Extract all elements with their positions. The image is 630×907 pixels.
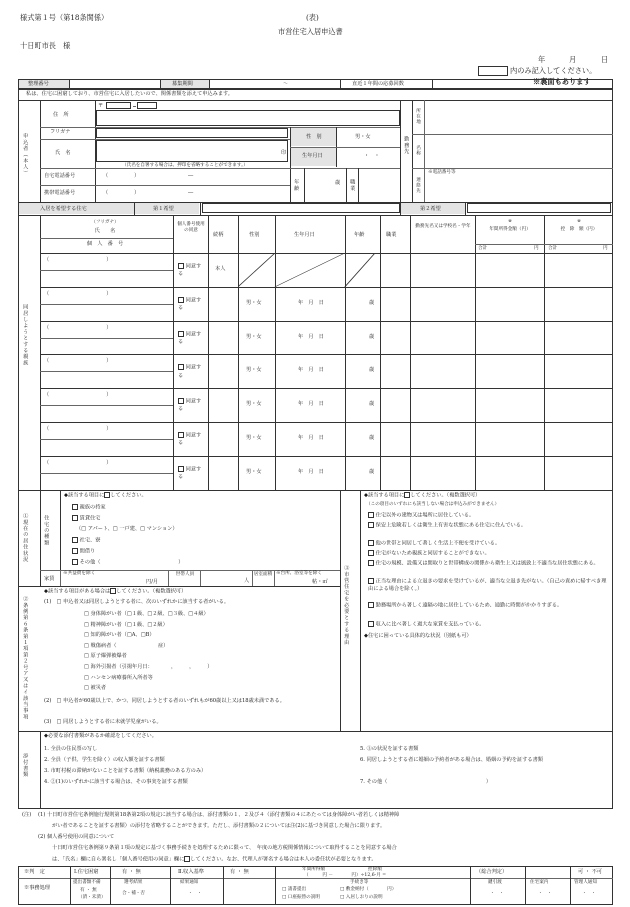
- form-number: 様式第１号（第18条関係）: [20, 13, 109, 22]
- furigana-input[interactable]: [96, 128, 288, 138]
- col-name: 氏 名: [94, 228, 116, 234]
- col-income: 年間所得金額（円）: [489, 227, 531, 232]
- house-opt-2[interactable]: 賃貸住宅: [72, 515, 100, 522]
- applicant-section-label: 申込者（本人）: [22, 133, 29, 177]
- name-note: （氏名を自署する場合は、押印を省略することができます。）: [122, 163, 248, 168]
- family-row-7-consent[interactable]: 同意する: [178, 466, 202, 481]
- sex-label: 性 別: [306, 134, 322, 140]
- family-row-3-consent[interactable]: 同意する: [178, 331, 202, 345]
- doc-1[interactable]: 1. 全員の住民票の写し: [44, 746, 98, 752]
- age-unit: 歳: [335, 180, 341, 186]
- postal-mark: 〒: [98, 103, 104, 109]
- house-opt-6[interactable]: その他（ ）: [72, 559, 183, 566]
- office-guide-val[interactable]: ・ ・: [538, 891, 552, 896]
- col-deduct: 控 除 額（円）: [560, 227, 598, 232]
- house-opt-5[interactable]: 間借り: [72, 548, 95, 555]
- work-name-label: 名称: [415, 145, 421, 157]
- income-total-yen: 円: [534, 246, 539, 251]
- reason-2[interactable]: 保安上危険若しくは衛生上有害な状態にある住宅に住んでいる。: [368, 522, 610, 530]
- reason-5[interactable]: 住宅の規模、設備又は間取りと世帯構成の関係から衛生上又は風致上不適当な居住状態にある。: [368, 560, 610, 568]
- family-row-2-age: 歳: [369, 299, 375, 306]
- form-side: (表): [306, 13, 319, 22]
- family-row-4-age: 歳: [369, 367, 375, 374]
- family-row-2-sex[interactable]: 男・女: [246, 299, 262, 306]
- office-housing: Ⅰ.住宅困窮: [74, 869, 99, 875]
- room-label: 居室面積: [253, 572, 273, 577]
- family-row-1-furigana[interactable]: （ ）: [44, 257, 112, 263]
- room-unit: 帖・㎡: [312, 579, 328, 585]
- office-total-judge: （総合判定）: [476, 869, 508, 875]
- job-label: 職業: [349, 178, 356, 192]
- office-proc-label: 手続き等: [350, 880, 369, 885]
- doc-2[interactable]: 2. 全員（子供、学生を除く）の収入額を証する書類: [44, 757, 165, 763]
- family-row-3-age: 歳: [369, 333, 375, 340]
- family-row-3-furigana[interactable]: （ ）: [44, 324, 112, 331]
- col-id: 個 人 番 号: [86, 241, 124, 247]
- cond-instruct: ◆該当する項目がある場合は してください。（複数選択可）: [44, 588, 187, 595]
- home-tel-dash: ―: [188, 173, 194, 179]
- reason-4[interactable]: 住宅がないため親族と同居することができない。: [368, 550, 610, 558]
- col-age: 年齢: [354, 232, 365, 238]
- reason-7[interactable]: 勤務場所から著しく遠隔の地に居住しているため、通勤に時間がかかりすぎる。: [368, 602, 610, 610]
- mobile-label: 携帯電話番号: [44, 190, 76, 196]
- home-tel-label: 自宅電話番号: [44, 173, 76, 179]
- family-row-3-birth[interactable]: 年 月 日: [298, 333, 324, 340]
- family-row-2-furigana[interactable]: （ ）: [44, 290, 112, 297]
- seal-mark: 印: [281, 150, 287, 156]
- note-2: (2) 個人番号使用の同意について: [38, 834, 115, 840]
- postal-code-1[interactable]: [106, 102, 131, 109]
- rent-note: ※共益費を除く: [63, 571, 96, 576]
- family-row-6-consent[interactable]: 同意する: [178, 432, 202, 447]
- family-row-7-birth[interactable]: 年 月 日: [298, 468, 324, 475]
- wish-first-label: 第１希望: [153, 206, 174, 212]
- family-row-2-consent[interactable]: 同意する: [178, 297, 202, 312]
- furigana-label: フリガナ: [50, 129, 71, 135]
- name-input[interactable]: [96, 140, 288, 162]
- family-row-7-age: 歳: [369, 468, 375, 475]
- wish-second-input[interactable]: [467, 203, 611, 213]
- rent-unit: 円/月: [146, 579, 159, 585]
- office-guide: 住宅案内: [530, 880, 549, 885]
- office-p4[interactable]: □ 入居しおりの説明: [340, 895, 383, 900]
- reason-8[interactable]: 収入に比べ著しく過大な家賃を支払っている。: [368, 621, 610, 629]
- family-row-4-birth[interactable]: 年 月 日: [298, 367, 324, 374]
- deduct-total-yen: 円: [603, 246, 608, 251]
- date-day: 日: [601, 55, 609, 64]
- work-tel-label: 連絡先: [415, 176, 421, 194]
- house-opt-3[interactable]: （□ アパート、□ 一戸建、□ マンション）: [76, 526, 178, 532]
- cond-item-3[interactable]: (3) □ 同居しようとする者に未就学児童がいる。: [44, 719, 162, 725]
- office-lottery: 選考結果: [124, 880, 143, 885]
- page-title: 市営住宅入居申込書: [278, 27, 343, 36]
- office-income-val[interactable]: 有 ・ 無: [230, 869, 249, 875]
- office-admin-val[interactable]: ・ ・: [582, 891, 596, 896]
- doc-6[interactable]: 6. 同居しようとする者に婚姻の予約者がある場合は、婚姻の予約を証する書類: [360, 757, 543, 763]
- note-2b: 十日町市営住宅条例第９条第１項の規定に基づく事務手続きを処理するために限って、 年度の地方税関係情報について取得することを同意する場合: [52, 845, 397, 851]
- office-deduct: 控除額: [368, 867, 382, 872]
- office-ok[interactable]: 可 ・ 不可: [578, 869, 603, 875]
- docs-instruct: ◆必要な添付書類があるか確認をしてください。: [44, 733, 157, 739]
- period-label: 募集期間: [172, 81, 193, 87]
- col-relation: 続柄: [213, 232, 224, 238]
- doc-4[interactable]: 4. ②(1)のいずれかに該当する場合は、その事実を証する書類: [44, 779, 188, 785]
- wish-second-label: 第２希望: [420, 206, 441, 212]
- house-opt-1[interactable]: 親族の持家: [72, 504, 106, 511]
- office-p3[interactable]: □ 口座振替の説明: [282, 895, 320, 900]
- family-row-1-consent[interactable]: 同意する: [178, 263, 202, 278]
- office-submit-sub: （済・未済）: [78, 895, 106, 900]
- office-lottery-val[interactable]: 合・補・否: [122, 891, 145, 896]
- wish-first-input[interactable]: [202, 203, 400, 213]
- office-judge: ※判 定: [24, 869, 45, 875]
- wish-label: 入居を希望する住宅: [40, 206, 87, 212]
- cond-item-2[interactable]: (2) □ 申込者が60歳以上で、かつ、同居しようとする者のいずれもが60歳以上又は18歳未満である。: [44, 698, 285, 704]
- col-birth: 生年月日: [294, 232, 315, 238]
- col-school: 勤務先名又は学校名・学年: [415, 224, 471, 229]
- cond-detail-6[interactable]: □ 海外引揚者（引揚年月日： ， ， ）: [84, 664, 213, 670]
- reason-3[interactable]: 他の世帯と同居して著しく生活上不便を受けている。: [368, 540, 610, 548]
- reason-note: （この項目のいずれにも該当しない場合は申込みができません）: [366, 502, 500, 507]
- room-note: ※台所、浴室等を除く: [276, 571, 322, 576]
- office-p2[interactable]: □ 敷金納付（ 円）: [340, 887, 397, 892]
- family-row-1-relation: 本人: [215, 266, 226, 272]
- fill-note: 内のみ記入してください。: [510, 66, 597, 75]
- family-row-4-furigana[interactable]: （ ）: [44, 358, 112, 365]
- family-row-6-furigana[interactable]: （ ）: [44, 426, 112, 432]
- registration-row: [18, 79, 613, 89]
- col-deduct-kome: ※: [577, 219, 581, 224]
- note-1: (1) 十日町市営住宅条例施行規則第18条第2項の規定に該当する場合は、添付書類の１、２及び４（添付書類の４にあたっては身体障がい者若しくは精神障: [38, 812, 400, 818]
- reason-1[interactable]: 住宅以外の建物又は場所に居住している。: [368, 512, 610, 520]
- household-label: 世帯人員: [175, 572, 195, 577]
- office-submit-val[interactable]: 有 ・ 無: [80, 888, 97, 893]
- rent-label: 家賃: [44, 576, 55, 582]
- work-label: 勤務先: [403, 135, 410, 155]
- family-row-4-consent[interactable]: 同意する: [178, 364, 202, 379]
- work-tel-note: ※電話番号等: [428, 170, 456, 175]
- office-notify: 結果通知: [180, 880, 199, 885]
- intro-text: 私は、住宅に困窮しており、市営住宅に入居したいので、関係書類を添えて申込みます。: [26, 91, 233, 97]
- cond-detail-8[interactable]: □ 被災者: [84, 685, 107, 692]
- cond-section-label: ②条例第６条第１項第２号ア又はイ該当事項: [22, 596, 29, 720]
- doc-3[interactable]: 3. 市町村税の滞納がないことを証する書類（納税義務のある方のみ）: [44, 768, 207, 774]
- address-label: 住 所: [53, 112, 69, 118]
- postal-code-2[interactable]: [137, 102, 157, 109]
- recent-label: 直近１年間の応募回数: [352, 81, 404, 87]
- family-row-7-sex[interactable]: 男・女: [246, 468, 262, 475]
- name-label: 氏 名: [55, 150, 71, 156]
- cond-detail-5[interactable]: □ 原子爆弾被爆者: [84, 653, 127, 660]
- reason-concrete-label: ◆住宅に困っている具体的な状況（別紙も可）: [364, 633, 472, 639]
- mobile-paren[interactable]: （ ）: [103, 190, 140, 196]
- doc-5[interactable]: 5. ③の状況を証する書類: [360, 746, 419, 752]
- family-row-5-furigana[interactable]: （ ）: [44, 392, 112, 399]
- current-section-label: ①現在の居住状況: [22, 513, 29, 563]
- date-year: 年: [538, 55, 546, 64]
- office-notify-val[interactable]: ・ ・: [188, 891, 202, 896]
- family-row-5-sex[interactable]: 男・女: [246, 401, 262, 408]
- office-admin: 管理人通知: [574, 880, 597, 885]
- family-row-5-birth[interactable]: 年 月 日: [298, 401, 324, 408]
- office-housing-val[interactable]: 有 ・ 無: [122, 869, 141, 875]
- family-row-6-age: 歳: [369, 435, 375, 441]
- fill-legend-box: [478, 66, 508, 76]
- doc-7[interactable]: 7. その他（ ）: [360, 779, 492, 785]
- office-p1[interactable]: □ 請書提出: [282, 887, 307, 892]
- addressee: 十日町市長 様: [20, 41, 71, 50]
- mobile-dash: ―: [188, 190, 194, 196]
- household-unit: 人: [244, 578, 250, 584]
- work-address-label: 所在地: [415, 107, 421, 125]
- family-row-6-birth[interactable]: 年 月 日: [298, 435, 324, 441]
- docs-section-label: 添付書類: [22, 752, 29, 778]
- note-1b: がい者であることを証する書類）の添付を省略することができます。ただし、添付書類の２については注(2)に基づき同意した場合に限ります。: [52, 823, 386, 829]
- deduct-total-label: 合計: [548, 246, 558, 251]
- income-total-label: 合計: [478, 246, 488, 251]
- col-income-kome: ※: [508, 219, 512, 224]
- house-opt-4[interactable]: 社宅、寮: [72, 537, 100, 544]
- office-key-val[interactable]: ・ ・: [490, 891, 504, 896]
- birth-value[interactable]: ・ ・: [364, 153, 380, 159]
- home-tel-paren[interactable]: （ ）: [103, 173, 140, 179]
- note-2c: は、「氏名」欄に自ら署名し「個人番号使用の同意」欄に してください。なお、代理人が署名する場合は本人の委任状が必要となります。: [52, 856, 377, 863]
- family-row-6-sex[interactable]: 男・女: [246, 435, 262, 441]
- office-income: Ⅱ.収入基準: [178, 869, 204, 875]
- family-row-3-sex[interactable]: 男・女: [246, 333, 262, 340]
- reg-number-label: 整理番号: [28, 81, 49, 87]
- age-label: 年齢: [293, 178, 300, 192]
- birth-label: 生年月日: [302, 153, 323, 159]
- family-row-7-furigana[interactable]: （ ）: [44, 459, 112, 466]
- house-type-label: 住宅の種類: [43, 514, 50, 546]
- family-section-label: 同居しようとする親族: [22, 304, 29, 366]
- family-row-5-age: 歳: [369, 401, 375, 408]
- sex-value[interactable]: 男・女: [355, 134, 371, 140]
- office-annual: 年間所得額: [302, 867, 325, 872]
- current-instruct: ◆該当する項目に してください。: [64, 492, 147, 499]
- notes-mark: (注): [22, 812, 32, 818]
- office-submit: 提出書類不備: [73, 880, 101, 885]
- date-month: 月: [569, 55, 577, 64]
- office-key: 鍵引渡: [488, 880, 502, 885]
- office-proc: ※事務処理: [24, 885, 50, 891]
- col-job: 職業: [386, 232, 397, 238]
- cond-detail-1[interactable]: □ 身体障がい者（□１級、□２級、□３級、□４級）: [84, 611, 209, 617]
- col-consent: 個人番号使用の同意: [177, 222, 205, 233]
- family-row-4-sex[interactable]: 男・女: [246, 367, 262, 374]
- reason-6[interactable]: 正当な理由による立退きの要求を受けているが、適当な立退き先がない。（自己の責めに帰すべき理由による場合を除く。）: [368, 578, 607, 593]
- back-note: ※裏面もあります: [533, 77, 591, 86]
- period-tilde: ～: [283, 81, 289, 87]
- col-sex: 性別: [249, 232, 260, 238]
- office-formula: （ 円 － 円）÷12,6-月 =: [304, 873, 387, 878]
- cond-detail-4[interactable]: □ 戦傷病者（ 症）: [84, 642, 169, 649]
- address-input[interactable]: [96, 110, 400, 126]
- col-furigana: （フリガナ）: [91, 220, 119, 225]
- reason-section-label: ③市営住宅を必要とする理由: [343, 564, 350, 646]
- family-row-5-consent[interactable]: 同意する: [178, 398, 202, 413]
- reason-instruct: ◆該当する項目に してください。（複数選択可）: [364, 492, 481, 499]
- family-row-2-birth[interactable]: 年 月 日: [298, 299, 324, 306]
- cond-item-1[interactable]: (1) □ 申込者又は同居しようとする者に、次のいずれかに該当する者がいる。: [44, 599, 230, 605]
- cond-detail-7[interactable]: □ ハンセン病療養所入所者等: [84, 674, 153, 681]
- cond-detail-2[interactable]: □ 精神障がい者（□１級、□２級）: [84, 621, 168, 628]
- cond-detail-3[interactable]: □ 知的障がい者（□A、□B）: [84, 632, 155, 639]
